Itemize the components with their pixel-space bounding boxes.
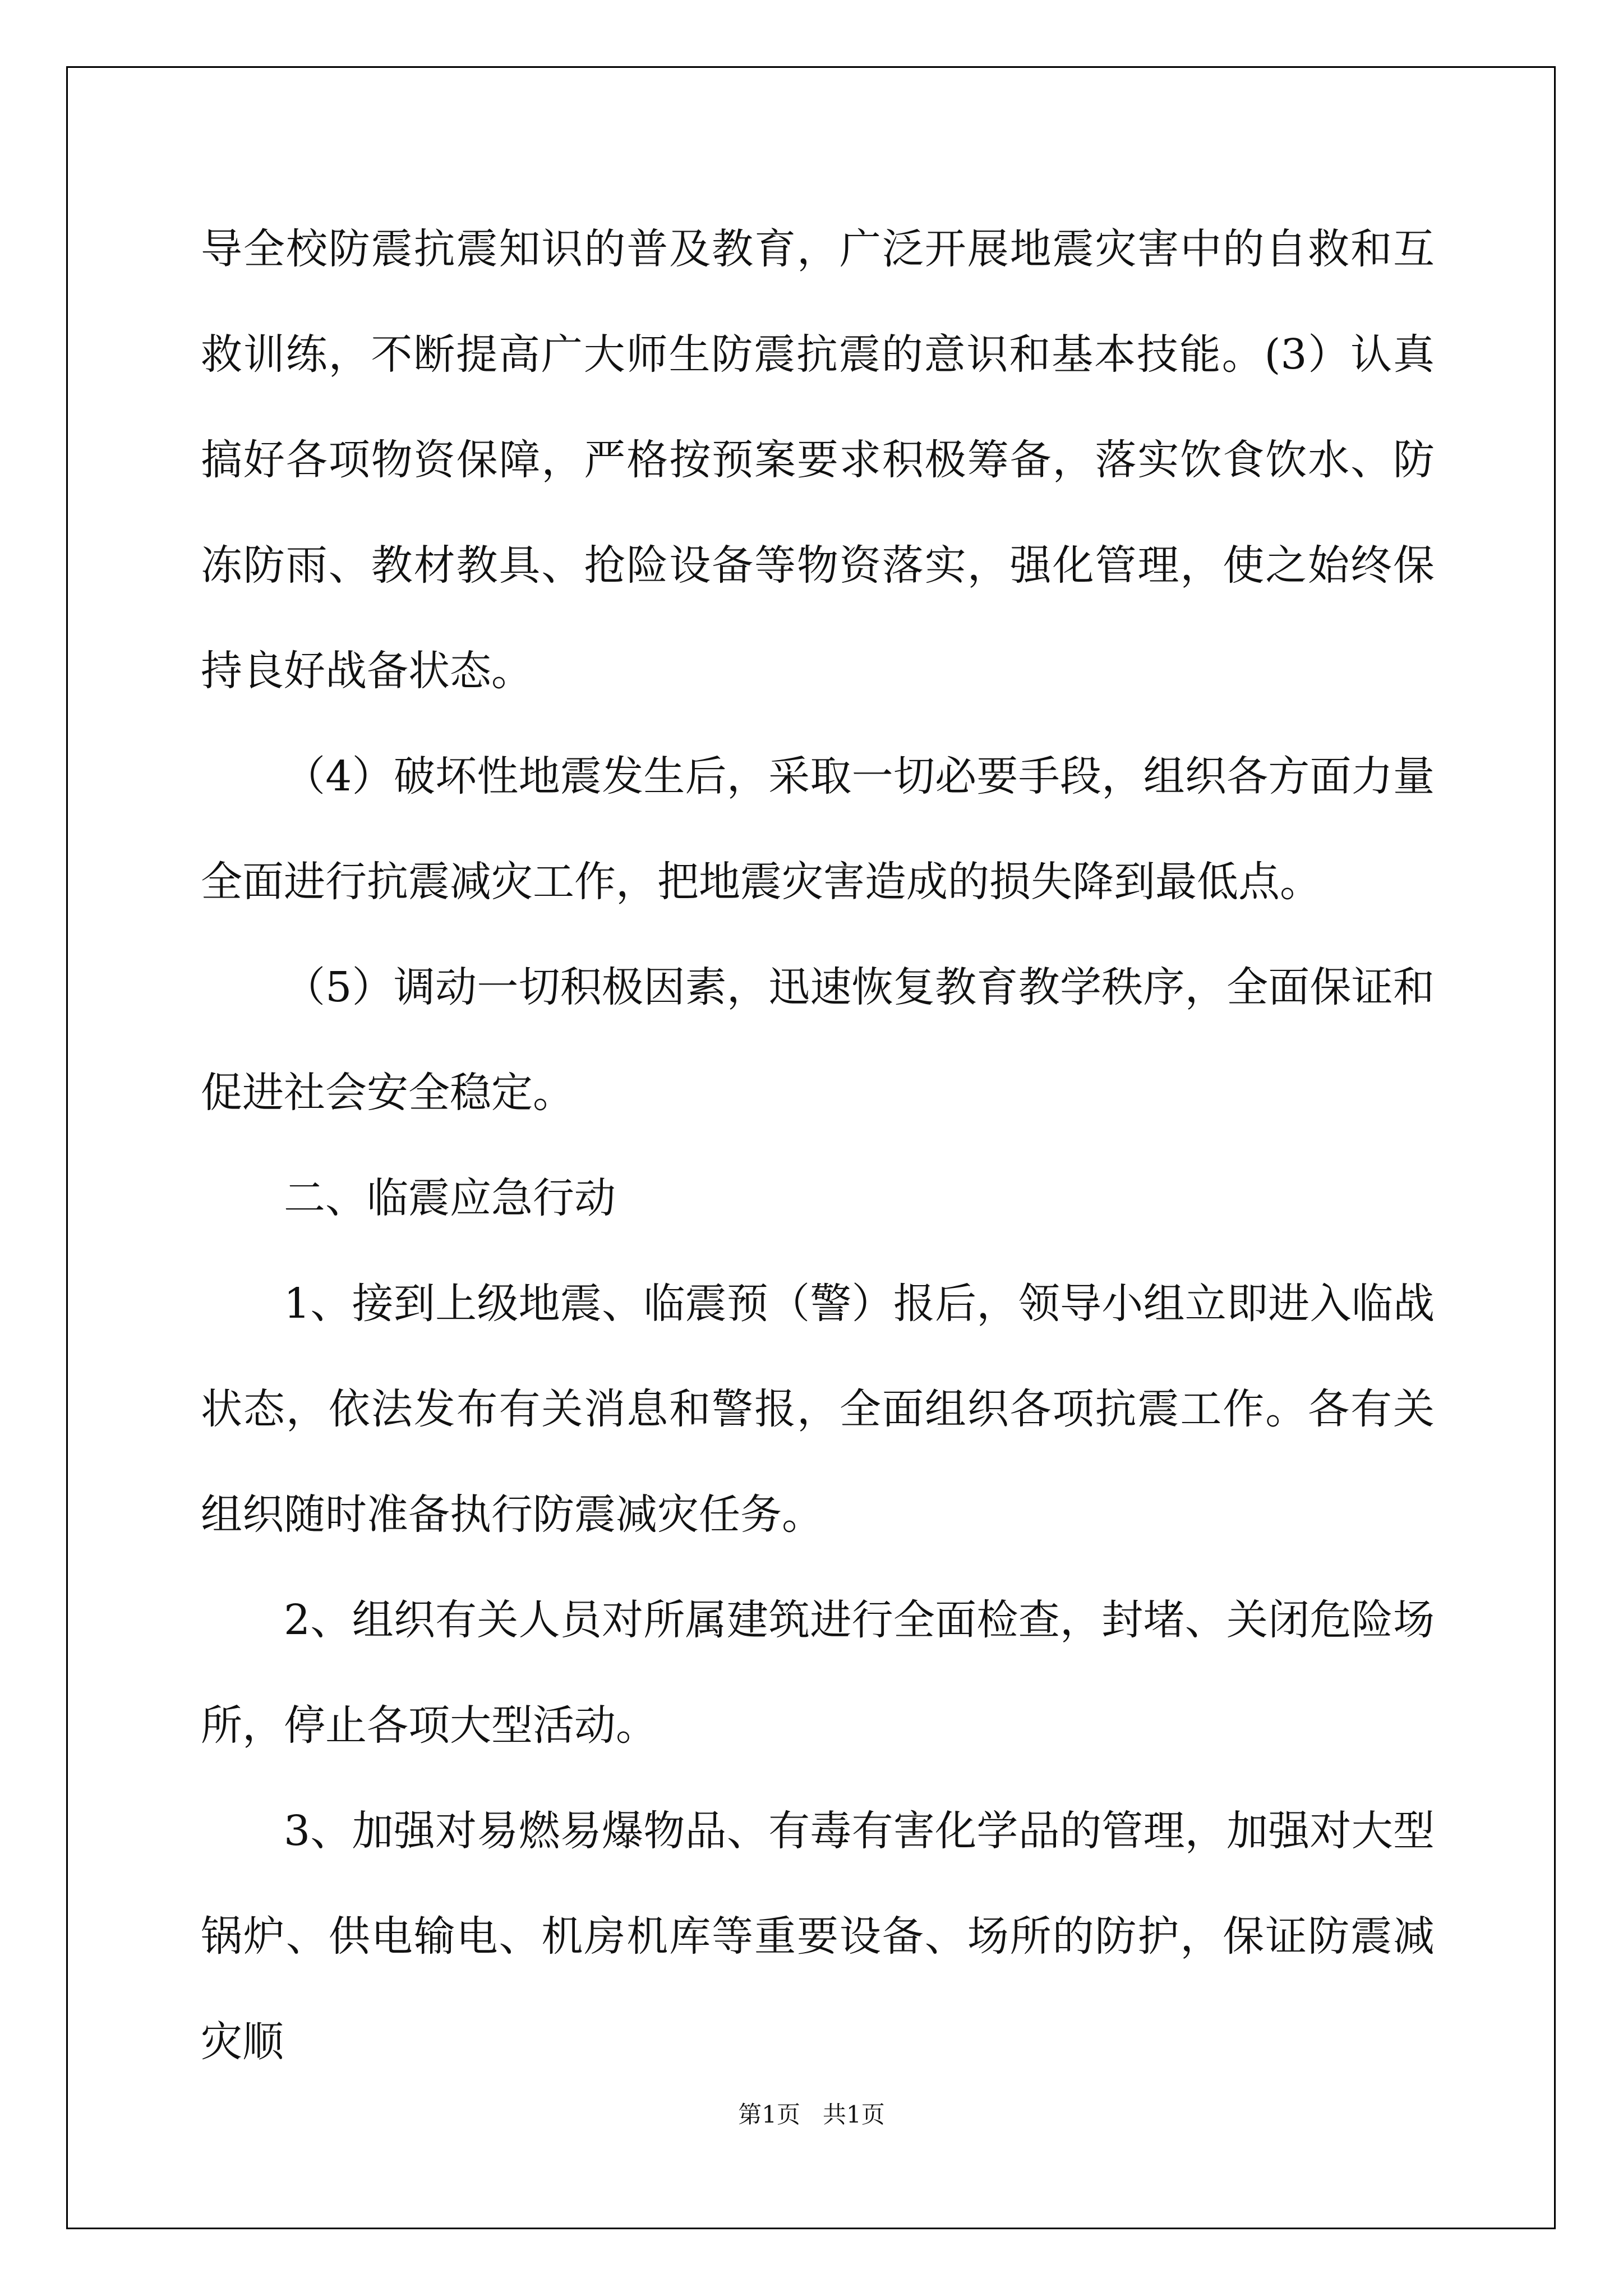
paragraph: 1、接到上级地震、临震预（警）报后，领导小组立即进入临战状态，依法发布有关消息和警报，全面组织各项抗震工作。各有关组织随时准备执行防震减灾任务。 — [201, 1280, 1435, 1539]
paragraph: 3、加强对易燃易爆物品、有毒有害化学品的管理，加强对大型锅炉、供电输电、机房机库等重要设备、场所的防护，保证防震减灾顺 — [201, 1807, 1435, 2066]
page-footer: 第1页 共1页 — [738, 2101, 885, 2128]
paragraph: （4）破坏性地震发生后，采取一切必要手段，组织各方面力量全面进行抗震减灾工作，把地震灾害造成的损失降到最低点。 — [201, 752, 1435, 906]
section-heading: 二、临震应急行动 — [284, 1174, 616, 1222]
paragraph: 2、组织有关人员对所属建筑进行全面检查，封堵、关闭危险场所，停止各项大型活动。 — [201, 1596, 1435, 1750]
document-body — [201, 196, 1435, 2095]
paragraph: （5）调动一切积极因素，迅速恢复教育教学秩序，全面保证和促进社会安全稳定。 — [201, 963, 1435, 1117]
paragraph: 导全校防震抗震知识的普及教育，广泛开展地震灾害中的自救和互救训练，不断提高广大师生防震抗震的意识和基本技能。(3）认真搞好各项物资保障，严格按预案要求积极筹备，落实饮食饮水、防冻防雨、教材教具、抢险设备等物资落实，强化管理，使之始终保持良好战备状态。 — [201, 225, 1435, 695]
